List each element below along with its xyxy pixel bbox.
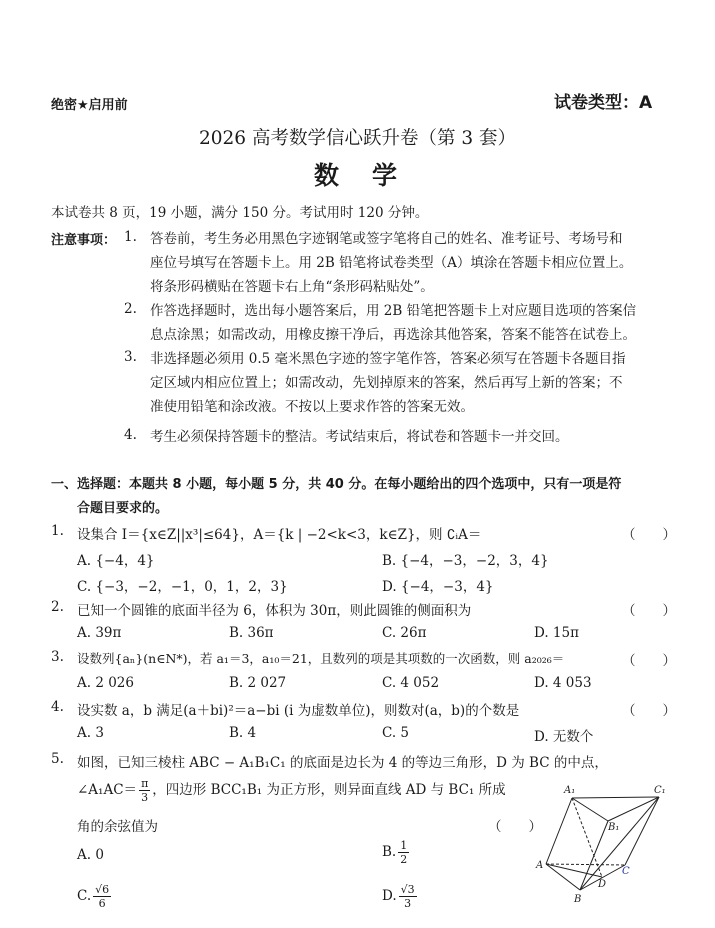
note-num-3: 3. xyxy=(124,349,137,365)
q5-number: 5. xyxy=(51,751,64,767)
q1-option-a: A. {−4，4} xyxy=(77,553,155,569)
q2-option-d: D. 15π xyxy=(534,625,579,641)
q5-answer-paren: （ ） xyxy=(488,819,542,835)
label-a1: A₁ xyxy=(564,785,576,796)
note-num-4: 4. xyxy=(124,427,137,443)
prism-figure xyxy=(530,776,680,926)
q5-option-c-num: √6 xyxy=(95,883,110,896)
note-3-line-3: 准使用铅笔和涂改液。不按以上要求作答的答案无效。 xyxy=(150,399,474,415)
edge-ac-hidden xyxy=(546,864,625,865)
q3-option-c: C. 4 052 xyxy=(382,675,440,691)
q5-option-b-label: B. xyxy=(382,844,397,860)
secret-mark: 绝密★启用前 xyxy=(51,98,128,113)
q5-angle-fraction xyxy=(139,778,150,803)
label-c1: C₁ xyxy=(654,785,666,796)
note-3-line-1: 非选择题必须用 0.5 毫米黑色字迹的签字笔作答，答案必须写在答题卡各题目指 xyxy=(150,351,626,367)
q4-option-b: B. 4 xyxy=(229,725,257,741)
note-num-1: 1. xyxy=(124,229,137,245)
q5-line-1: 如图，已知三棱柱 ABC − A₁B₁C₁ 的底面是边长为 4 的等边三角形，D 为 BC 的中点， xyxy=(77,755,608,771)
q5-option-d-label: D. xyxy=(382,888,397,904)
subject-title: 数 学 xyxy=(313,161,401,190)
note-2-line-2: 息点涂黑；如需改动，用橡皮擦干净后，再选涂其他答案，答案不能答在试卷上。 xyxy=(150,327,636,343)
label-a: A xyxy=(536,860,544,871)
page-title: 2026 高考数学信心跃升卷（第 3 套） xyxy=(199,128,516,149)
note-2-line-1: 作答选择题时，选出每小题答案后，用 2B 铅笔把答题卡上对应题目选项的答案信 xyxy=(150,303,637,319)
q1-option-c: C. {−3，−2，−1，0，1，2，3} xyxy=(77,579,288,595)
note-3-line-2: 定区域内相应位置上；如需改动，先划掉原来的答案，然后再写上新的答案；不 xyxy=(150,375,623,391)
q5-option-d-fraction xyxy=(399,884,417,909)
q4-answer-paren: （ ） xyxy=(622,703,676,719)
note-num-2: 2. xyxy=(124,301,137,317)
q5-option-c xyxy=(77,884,113,909)
q1-option-d: D. {−4，−3，4} xyxy=(382,579,494,595)
q1-answer-paren: （ ） xyxy=(622,527,676,543)
edge-a1b1 xyxy=(572,798,608,821)
q3-answer-paren: （ ） xyxy=(622,653,676,669)
paper-type: 试卷类型：A xyxy=(554,93,653,113)
q2-option-b: B. 36π xyxy=(229,625,274,641)
q5-option-d-num: √3 xyxy=(400,883,415,896)
q3-number: 3. xyxy=(51,649,64,665)
q5-option-c-den: 6 xyxy=(98,897,106,910)
label-c: C xyxy=(622,866,630,877)
q4-number: 4. xyxy=(51,699,64,715)
note-4-line-1: 考生必须保持答题卡的整洁。考试结束后，将试卷和答题卡一并交回。 xyxy=(150,429,569,445)
q2-option-a: A. 39π xyxy=(77,625,122,641)
q5-option-d-den: 3 xyxy=(404,897,412,910)
section-heading-line-2: 合题目要求的。 xyxy=(77,501,169,516)
q5-option-b-den: 2 xyxy=(400,853,408,866)
q5-option-c-fraction xyxy=(93,884,111,909)
segment-a1d-hidden xyxy=(572,798,602,877)
q1-stem: 设集合 I＝{x∈Z||x³|≤64}，A＝{k | −2<k<3，k∈Z}，则 ∁ᵢA＝ xyxy=(77,527,482,543)
q5-angle-frac-den: 3 xyxy=(141,791,149,804)
q2-stem: 已知一个圆锥的底面半径为 6，体积为 30π，则此圆锥的侧面积为 xyxy=(77,603,472,619)
q4-option-c: C. 5 xyxy=(382,725,410,741)
note-1-line-3: 将条形码横贴在答题卡右上角“条形码粘贴处”。 xyxy=(150,279,434,295)
q4-option-a: A. 3 xyxy=(77,725,104,741)
q5-option-b-fraction xyxy=(398,840,409,865)
q3-option-b: B. 2 027 xyxy=(229,675,287,691)
q2-option-c: C. 26π xyxy=(382,625,427,641)
q5-line-2 xyxy=(77,778,506,803)
q3-stem: 设数列{aₙ}(n∈N*)，若 a₁＝3，a₁₀＝21，且数列的项是其项数的一次函数，则 a₂₀₂₆＝ xyxy=(77,651,565,666)
q5-angle-frac-num: π xyxy=(141,777,149,790)
q5-line-3: 角的余弦值为 xyxy=(77,819,158,835)
exam-intro: 本试卷共 8 页，19 小题，满分 150 分。考试用时 120 分钟。 xyxy=(51,205,429,221)
q5-angle-text: ∠A₁AC＝ xyxy=(77,782,138,798)
q2-number: 2. xyxy=(51,599,64,615)
edge-b1c1 xyxy=(608,797,659,821)
q5-option-c-label: C. xyxy=(77,888,92,904)
q4-option-d: D. 无数个 xyxy=(534,729,594,745)
q1-option-b: B. {−4，−3，−2，3，4} xyxy=(382,553,549,569)
q5-line-2-rest: ，四边形 BCC₁B₁ 为正方形，则异面直线 AD 与 BC₁ 所成 xyxy=(152,782,506,798)
edge-a1a xyxy=(546,798,572,864)
note-1-line-2: 座位号填写在答题卡上。用 2B 铅笔将试卷类型（A）填涂在答题卡相应位置上。 xyxy=(150,255,633,271)
q5-option-d xyxy=(382,884,419,909)
q2-answer-paren: （ ） xyxy=(622,603,676,619)
edge-a1c1 xyxy=(572,797,659,798)
q3-option-a: A. 2 026 xyxy=(77,675,134,691)
q4-stem: 设实数 a，b 满足(a＋bi)²＝a−bi (i 为虚数单位)，则数对(a，b)的个数是 xyxy=(77,703,520,719)
section-heading-line-1: 一、选择题：本题共 8 小题，每小题 5 分，共 40 分。在每小题给出的四个选项中，只有一项是符 xyxy=(51,477,622,492)
q5-option-a: A. 0 xyxy=(77,847,104,863)
label-d: D xyxy=(598,879,607,890)
q1-number: 1. xyxy=(51,523,64,539)
notes-label: 注意事项： xyxy=(51,233,117,248)
label-b: B xyxy=(574,894,582,905)
q5-option-b-num: 1 xyxy=(400,839,408,852)
q5-option-b xyxy=(382,840,411,865)
note-1-line-1: 答卷前，考生务必用黑色字迹钢笔或签字笔将自己的姓名、准考证号、考场号和 xyxy=(150,231,623,247)
q3-option-d: D. 4 053 xyxy=(534,675,592,691)
label-b1: B₁ xyxy=(608,822,620,833)
